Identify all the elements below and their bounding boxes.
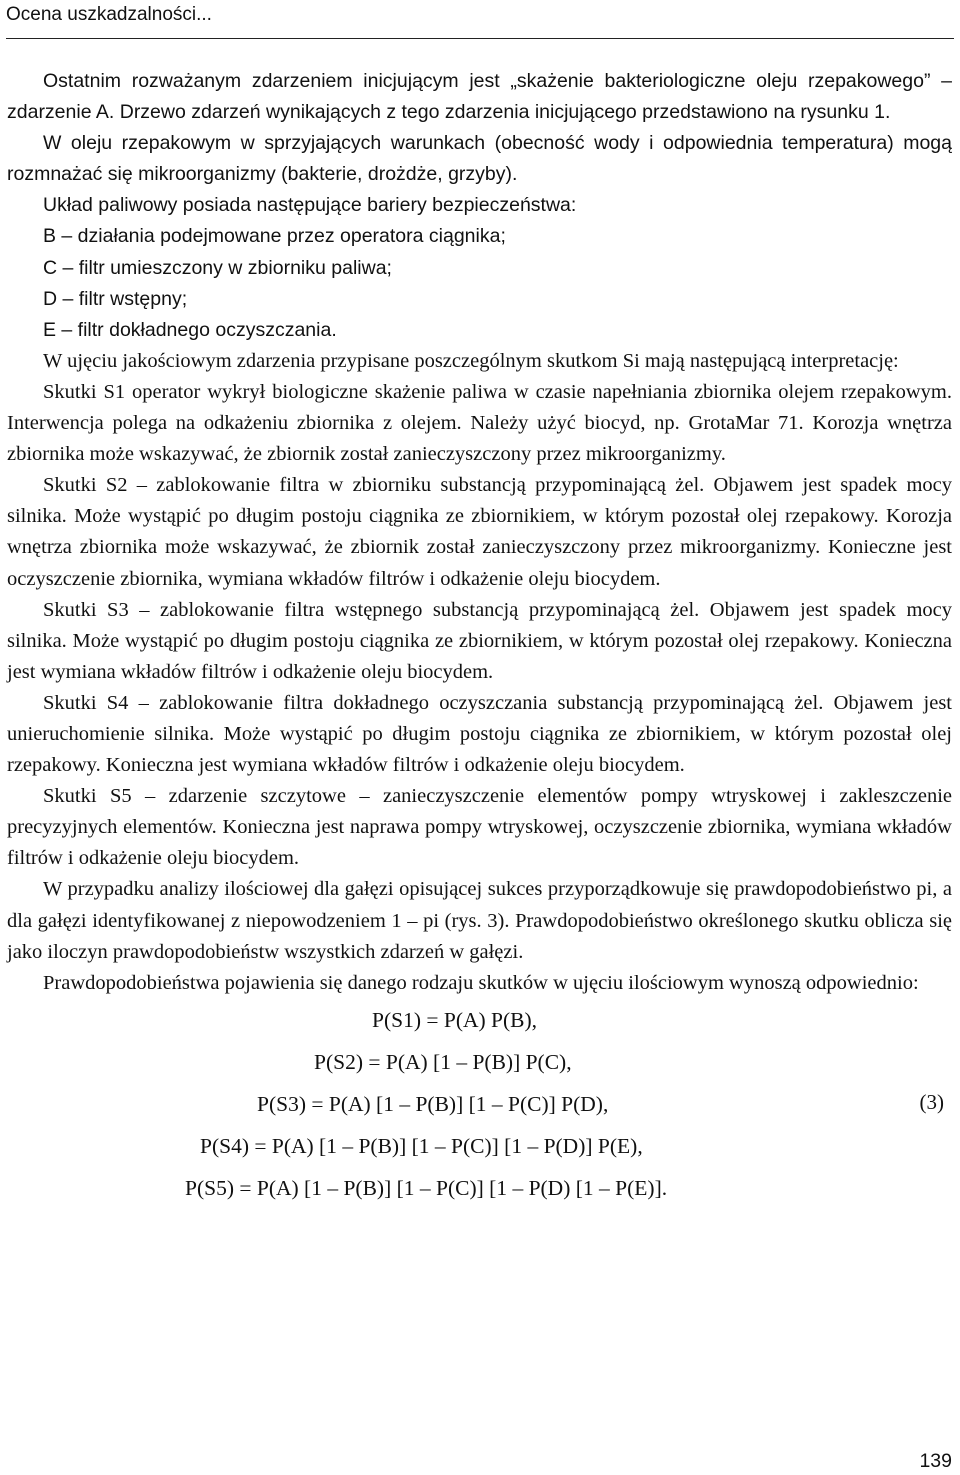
paragraph-probabilities: Prawdopodobieństwa pojawienia się danego rodzaju skutków w ujęciu ilościowym wynoszą odpowiednio: xyxy=(43,971,919,994)
barrier-item-d: D – filtr wstępny; xyxy=(43,287,188,310)
paragraph-barriers-intro: Układ paliwowy posiada następujące bariery bezpieczeństwa: xyxy=(43,194,577,217)
paragraph-quantitative: W przypadku analizy ilościowej dla gałęzi opisującej sukces przyporządkowuje się prawdopodobieństwo pi, a dla gałęzi identyfikowanej z niepowodzeniem 1 – pi (rys. 3). Prawdopodobieństwo określonego skutku oblicza się jako iloczyn prawdopodobieństw wszystkich zdarzeń w gałęzi. xyxy=(7,878,952,963)
page-body xyxy=(7,66,952,1201)
equation-s1: P(S1) = P(A) P(B), xyxy=(372,1007,538,1032)
barrier-item-b: B – działania podejmowane przez operatora ciągnika; xyxy=(43,225,506,248)
equation-s2: P(S2) = P(A) [1 – P(B)] P(C), xyxy=(314,1049,572,1074)
paragraph-effect-s4: Skutki S4 – zablokowanie filtra dokładnego oczyszczania substancją przypominającą żel. Objawem jest unieruchomienie silnika. Może wystąpić po długim postoju ciągnika ze zbiornikiem, w którym pozostał olej rzepakowy. Konieczna jest wymiana wkładów filtrów i odkażenie oleju biocydem. xyxy=(7,691,952,777)
paragraph-microorganisms: W oleju rzepakowym w sprzyjających warunkach (obecność wody i odpowiednia temperatura) mogą rozmnażać się mikroorganizmy (bakterie, drożdże, grzyby). xyxy=(7,132,952,186)
paragraph-intro: Ostatnim rozważanym zdarzeniem inicjującym jest „skażenie bakteriologiczne oleju rzepakowego” – zdarzenie A. Drzewo zdarzeń wynikających z tego zdarzenia inicjującego przedstawiono na rysunku 1. xyxy=(7,70,952,124)
paragraph-qualitative: W ujęciu jakościowym zdarzenia przypisane poszczególnym skutkom Si mają następującą interpretację: xyxy=(43,349,899,372)
running-header-title: Ocena uszkadzalności... xyxy=(6,4,212,25)
equation-s4: P(S4) = P(A) [1 – P(B)] [1 – P(C)] [1 – P(D)] P(E), xyxy=(200,1133,643,1158)
equation-number: (3) xyxy=(919,1089,944,1114)
equation-s5: P(S5) = P(A) [1 – P(B)] [1 – P(C)] [1 – P(D) [1 – P(E)]. xyxy=(185,1175,668,1200)
equation-s3: P(S3) = P(A) [1 – P(B)] [1 – P(C)] P(D), xyxy=(257,1091,609,1116)
equation-block xyxy=(7,1001,952,1201)
paragraph-effect-s1: Skutki S1 operator wykrył biologiczne skażenie paliwa w czasie napełniania zbiornika olejem rzepakowym. Interwencja polega na odkażeniu zbiornika z olejem. Należy użyć biocyd, np. GrotaMar 71. Korozja wnętrza zbiornika może wskazywać, że zbiornik został zanieczyszczony przez mikroorganizmy. xyxy=(7,380,952,466)
page-number: 139 xyxy=(919,1450,952,1472)
barrier-item-c: C – filtr umieszczony w zbiorniku paliwa; xyxy=(43,256,392,279)
barrier-item-e: E – filtr dokładnego oczyszczania. xyxy=(43,318,337,341)
running-header xyxy=(6,2,954,39)
paragraph-effect-s3: Skutki S3 – zablokowanie filtra wstępnego substancją przypominającą żel. Objawem jest spadek mocy silnika. Może wystąpić po długim postoju ciągnika ze zbiornikiem, w którym pozostał olej rzepakowy. Konieczna jest wymiana wkładów filtrów i odkażenie oleju biocydem. xyxy=(7,598,952,683)
paragraph-effect-s2: Skutki S2 – zablokowanie filtra w zbiorniku substancją przypominającą żel. Objawem jest spadek mocy silnika. Może wystąpić po długim postoju ciągnika ze zbiornikiem, w którym pozostał olej rzepakowy. Korozja wnętrza zbiornika może wskazywać, że zbiornik został zanieczyszczony przez mikroorganizmy. Konieczne jest oczyszczenie zbiornika, wymiana wkładów filtrów i odkażenie oleju biocydem. xyxy=(7,474,952,590)
paragraph-effect-s5: Skutki S5 – zdarzenie szczytowe – zanieczyszczenie elementów pompy wtryskowej i zakleszczenie precyzyjnych elementów. Konieczna jest naprawa pompy wtryskowej, oczyszczenie zbiornika, wymiana wkładów filtrów i odkażenie oleju biocydem. xyxy=(7,785,952,870)
